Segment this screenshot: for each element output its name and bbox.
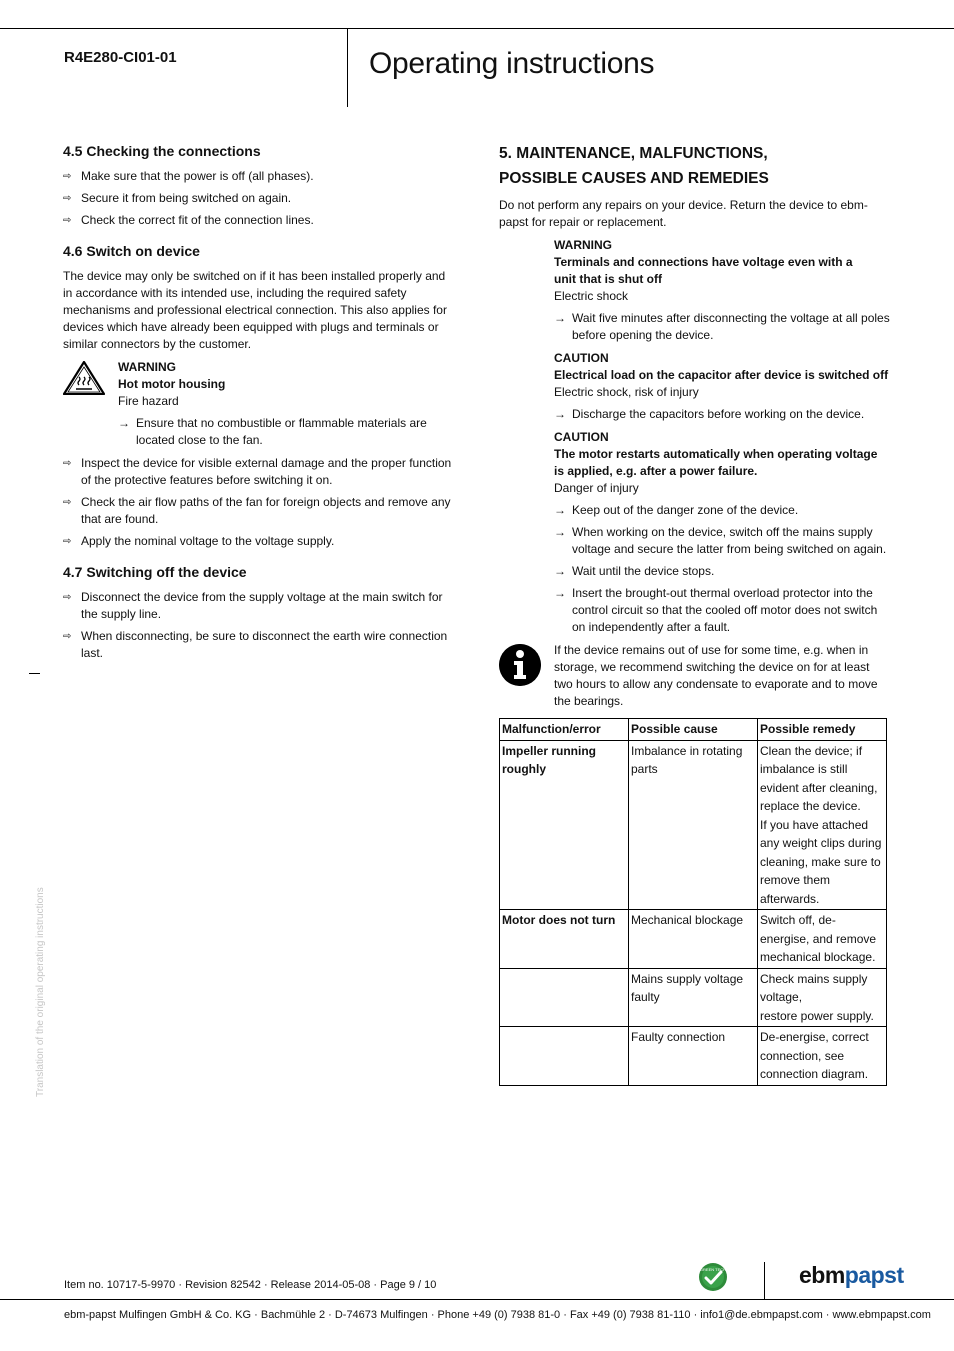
list-item: ⇨ Apply the nominal voltage to the voltage supply. bbox=[63, 534, 335, 548]
table-row bbox=[500, 968, 887, 1027]
list-item: → Wait until the device stops. bbox=[554, 564, 715, 578]
double-arrow-icon: ⇨ bbox=[63, 193, 72, 204]
section-heading-5: 5. MAINTENANCE, MALFUNCTIONS, POSSIBLE CAUSES AND REMEDIES bbox=[499, 145, 769, 187]
table-cell: Switch off, de-energise, and remove mechanical blockage. bbox=[758, 910, 887, 969]
list-item: ⇨ Disconnect the device from the supply voltage at the main switch for the supply line. bbox=[63, 590, 443, 621]
arrow-icon: → bbox=[554, 503, 566, 517]
table-header-row bbox=[500, 719, 887, 741]
section-heading-4-7: 4.7 Switching off the device bbox=[63, 564, 247, 580]
table-cell bbox=[500, 1027, 629, 1086]
caution-note bbox=[499, 350, 891, 423]
note-actions bbox=[554, 502, 891, 636]
note-hazard: Terminals and connections have voltage even with a unit that is shut off bbox=[554, 255, 853, 286]
list-item: → When working on the device, switch off the mains supply voltage and secure the latter from being switched on again. bbox=[554, 525, 887, 556]
malfunction-table bbox=[499, 718, 887, 1086]
list-item: ⇨ Inspect the device for visible external damage and the proper function of the protective features before switching it on. bbox=[63, 456, 452, 487]
paragraph: The device may only be switched on if it has been installed properly and in accordance with its intended use, including the required safety mechanisms and professional electrical connection. This also applies for devices which have already been equipped with plugs and terminals or similar connectors by the customer. bbox=[63, 269, 447, 351]
logo-divider bbox=[764, 1262, 765, 1300]
arrow-icon: → bbox=[118, 416, 130, 430]
double-arrow-icon: ⇨ bbox=[63, 497, 72, 508]
green-tech-icon bbox=[698, 1262, 728, 1292]
intro-paragraph: Do not perform any repairs on your device. Return the device to ebm-papst for repair or replacement. bbox=[499, 198, 868, 229]
green-tech-label: GREEN TECH bbox=[699, 1267, 727, 1272]
note-actions bbox=[554, 406, 891, 423]
warning-note bbox=[63, 359, 453, 449]
section-heading-4-5: 4.5 Checking the connections bbox=[63, 143, 261, 159]
warning-actions bbox=[118, 415, 453, 449]
company-address: ebm-papst Mulfingen GmbH & Co. KG · Bachmühle 2 · D-74673 Mulfingen · Phone +49 (0) 7938 81-0 · Fax +49 (0) 7938 81-110 · info1@de.ebmpapst.com · www.ebmpapst.com bbox=[64, 1309, 931, 1321]
arrow-icon: → bbox=[554, 407, 566, 421]
note-hazard: The motor restarts automatically when operating voltage is applied, e.g. after a power failure. bbox=[554, 447, 878, 478]
double-arrow-icon: ⇨ bbox=[63, 215, 72, 226]
table-cell: Mains supply voltage faulty bbox=[629, 968, 758, 1027]
list-item: → Keep out of the danger zone of the device. bbox=[554, 503, 799, 517]
translation-note: Translation of the original operating instructions bbox=[35, 887, 46, 1097]
info-text: If the device remains out of use for some time, e.g. when in storage, we recommend switching the device on for at least two hours to allow any condensate to evaporate and to move the bearings. bbox=[554, 643, 878, 708]
table-row bbox=[500, 910, 887, 969]
column-header: Possible cause bbox=[629, 719, 758, 741]
list-item: → Ensure that no combustible or flammable materials are located close to the fan. bbox=[118, 416, 427, 447]
page-title: Operating instructions bbox=[369, 47, 655, 80]
note-consequence: Danger of injury bbox=[554, 481, 639, 495]
note-title: WARNING bbox=[554, 238, 612, 252]
warning-consequence: Fire hazard bbox=[118, 394, 179, 408]
table-cell: Faulty connection bbox=[629, 1027, 758, 1086]
list-item: ⇨ When disconnecting, be sure to disconnect the earth wire connection last. bbox=[63, 629, 448, 660]
checklist-4-7 bbox=[63, 589, 453, 662]
double-arrow-icon: ⇨ bbox=[63, 592, 72, 603]
table-row bbox=[500, 740, 887, 910]
note-consequence: Electric shock bbox=[554, 289, 629, 303]
document-meta: Item no. 10717-5-9970 · Revision 82542 · Release 2014-05-08 · Page 9 / 10 bbox=[64, 1279, 437, 1291]
ebmpapst-logo: ebmpapst bbox=[799, 1262, 904, 1288]
double-arrow-icon: ⇨ bbox=[63, 458, 72, 469]
info-note bbox=[499, 642, 891, 710]
note-title: CAUTION bbox=[554, 351, 609, 365]
column-header: Possible remedy bbox=[758, 719, 887, 741]
caution-note bbox=[499, 429, 891, 636]
section-heading-4-6: 4.6 Switch on device bbox=[63, 243, 200, 259]
table-cell bbox=[500, 968, 629, 1027]
left-column bbox=[63, 142, 453, 667]
arrow-icon: → bbox=[554, 586, 566, 600]
list-item: ⇨ Check the correct fit of the connection lines. bbox=[63, 213, 314, 227]
table-cell: Mechanical blockage bbox=[629, 910, 758, 969]
margin-tick bbox=[29, 673, 40, 674]
right-column bbox=[499, 141, 891, 1086]
note-consequence: Electric shock, risk of injury bbox=[554, 385, 699, 399]
note-title: CAUTION bbox=[554, 430, 609, 444]
list-item: ⇨ Check the air flow paths of the fan for foreign objects and remove any that are found. bbox=[63, 495, 451, 526]
warning-hazard: Hot motor housing bbox=[118, 377, 226, 391]
arrow-icon: → bbox=[554, 564, 566, 578]
note-hazard: Electrical load on the capacitor after device is switched off bbox=[554, 368, 889, 382]
header-divider bbox=[347, 29, 348, 107]
double-arrow-icon: ⇨ bbox=[63, 171, 72, 182]
top-rule bbox=[0, 28, 954, 29]
list-item: → Wait five minutes after disconnecting the voltage at all poles before opening the device. bbox=[554, 311, 890, 342]
list-item: → Discharge the capacitors before working on the device. bbox=[554, 407, 865, 421]
table-cell: Check mains supply voltage, restore power supply. bbox=[758, 968, 887, 1027]
hot-surface-warning-icon bbox=[63, 361, 105, 395]
arrow-icon: → bbox=[554, 525, 566, 539]
table-cell: Impeller running roughly bbox=[500, 740, 629, 910]
list-item: → Insert the brought-out thermal overload protector into the control circuit so that the cooled off motor does not switch on independently after a fault. bbox=[554, 586, 878, 634]
warning-title: WARNING bbox=[118, 360, 176, 374]
info-icon bbox=[499, 644, 541, 686]
list-item: ⇨ Secure it from being switched on again. bbox=[63, 191, 292, 205]
checklist-4-6 bbox=[63, 455, 453, 550]
list-item: ⇨ Make sure that the power is off (all phases). bbox=[63, 169, 314, 183]
model-number: R4E280-CI01-01 bbox=[64, 49, 177, 66]
table-cell: Clean the device; if imbalance is still evident after cleaning, replace the device. If you have attached any weight clips during cleaning, make sure to remove them afterwards. bbox=[758, 740, 887, 910]
arrow-icon: → bbox=[554, 311, 566, 325]
warning-note bbox=[499, 237, 891, 344]
table-cell: De-energise, correct connection, see connection diagram. bbox=[758, 1027, 887, 1086]
note-actions bbox=[554, 310, 891, 344]
table-cell: Imbalance in rotating parts bbox=[629, 740, 758, 910]
table-cell: Motor does not turn bbox=[500, 910, 629, 969]
table-row bbox=[500, 1027, 887, 1086]
column-header: Malfunction/error bbox=[500, 719, 629, 741]
checklist-4-5 bbox=[63, 168, 453, 229]
double-arrow-icon: ⇨ bbox=[63, 631, 72, 642]
double-arrow-icon: ⇨ bbox=[63, 536, 72, 547]
footer-rule bbox=[0, 1299, 954, 1300]
